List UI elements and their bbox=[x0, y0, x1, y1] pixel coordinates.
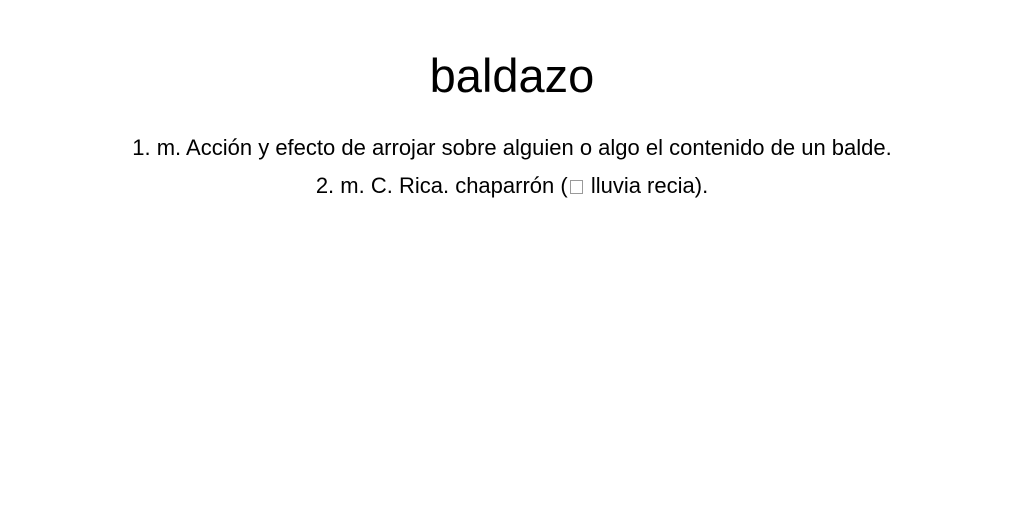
definition-number: 1. bbox=[132, 135, 151, 160]
definition-text: m. Acción y efecto de arrojar sobre alguien o algo el contenido de un balde. bbox=[156, 135, 892, 160]
missing-glyph-icon bbox=[570, 180, 583, 194]
headword: baldazo bbox=[429, 49, 595, 102]
definition-text-after: lluvia recia). bbox=[584, 173, 709, 198]
definition-number: 2. bbox=[315, 173, 335, 198]
definition-2 bbox=[0, 167, 1024, 205]
definition-list bbox=[0, 129, 1024, 205]
definition-1 bbox=[0, 129, 1024, 167]
definition-text-before: m. C. Rica. chaparrón ( bbox=[340, 173, 568, 198]
